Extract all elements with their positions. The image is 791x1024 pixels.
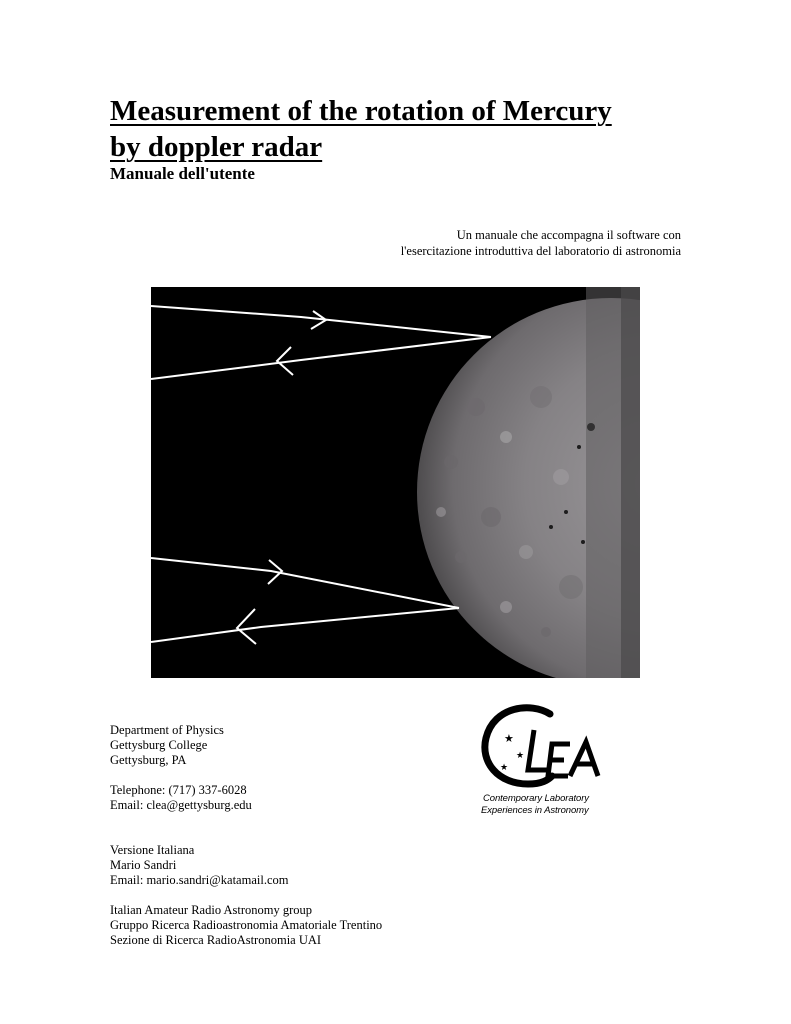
document-subtitle: Manuale dell'utente [110,164,255,183]
logo-caption-line-1: Contemporary Laboratory [483,793,589,804]
college-location: Gettysburg, PA [110,753,187,767]
version-label: Versione Italiana [110,843,195,857]
title-line-1: Measurement of the rotation of Mercury [110,95,612,127]
clea-logo-mark [476,700,616,790]
document-title [110,93,710,165]
group-name-1: Italian Amateur Radio Astronomy group [110,903,313,917]
group-name-3: Sezione di Ricerca RadioAstronomia UAI [110,933,322,947]
clea-logo [476,700,616,825]
mercury-radar-figure [151,287,640,678]
svg-text:★: ★ [516,751,525,761]
department-name: Department of Physics [110,723,224,737]
manual-description [401,227,681,259]
college-name: Gettysburg College [110,738,208,752]
group-name-2: Gruppo Ricerca Radioastronomia Amatoriale Trentino [110,918,383,932]
telephone-number: Telephone: (717) 337-6028 [110,783,247,797]
contact-block [110,723,382,948]
mercury-radar-illustration [151,287,640,678]
translator-name: Mario Sandri [110,858,177,872]
title-line-2: by doppler radar [110,131,323,163]
logo-caption-line-2: Experiences in Astronomy [481,805,589,816]
translator-email: Email: mario.sandri@katamail.com [110,873,289,887]
clea-logo-caption [476,793,616,817]
svg-text:★: ★ [504,732,514,745]
description-line-1: Un manuale che accompagna il software con [456,228,681,242]
description-line-2: l'esercitazione introduttiva del laboratorio di astronomia [400,244,681,258]
clea-email: Email: clea@gettysburg.edu [110,798,252,812]
svg-text:★: ★ [500,763,509,773]
